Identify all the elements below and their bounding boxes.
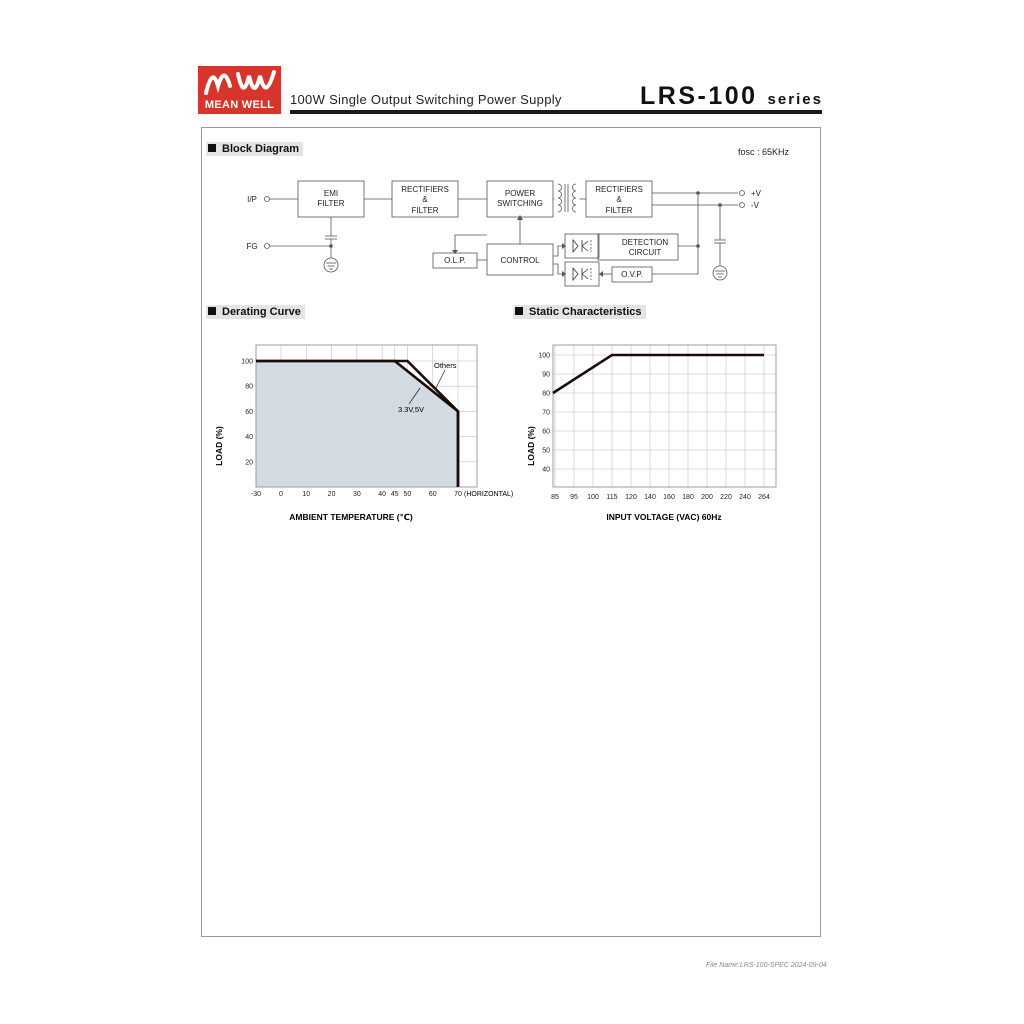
derating-ylabel: LOAD (%): [214, 426, 224, 466]
detect-label-1: DETECTION: [621, 238, 669, 247]
rect2-label-1: RECTIFIERS: [595, 185, 643, 194]
static-xlabel: INPUT VOLTAGE (VAC) 60Hz: [606, 512, 722, 522]
ip-label: I/P: [247, 195, 257, 204]
model-name: LRS-100: [640, 82, 758, 110]
derating-y-tick: 80: [245, 383, 253, 391]
static-x-tick: 120: [625, 494, 637, 501]
static-x-tick: 95: [570, 494, 578, 501]
oscillation-frequency: fosc : 65KHz: [738, 147, 790, 157]
derating-y-tick: 60: [245, 408, 253, 416]
derating-x-tick: 60: [428, 491, 437, 498]
detect-label-2: CIRCUIT: [628, 248, 662, 257]
derating-x-tick: 70: [454, 491, 462, 498]
static-x-tick: 220: [720, 494, 732, 501]
static-x-tick: 115: [606, 494, 618, 501]
rect2-label-3: FILTER: [605, 206, 633, 215]
static-y-tick: 40: [542, 466, 550, 474]
static-y-tick: 100: [538, 352, 550, 360]
pwr-label-2: SWITCHING: [497, 199, 543, 208]
derating-x-tick: -30: [250, 491, 262, 498]
rect1-label-1: RECTIFIERS: [401, 185, 449, 194]
pwr-label-1: POWER: [504, 189, 536, 198]
static-x-tick: 160: [663, 494, 675, 501]
derating-curve-title: Derating Curve: [222, 306, 301, 318]
derating-x-tick: 50: [403, 491, 412, 498]
derating-horizontal-label: (HORIZONTAL): [464, 491, 514, 498]
static-x-tick: 264: [758, 494, 770, 501]
ovp-label: O.V.P.: [621, 270, 643, 279]
brand-name: MEAN WELL: [204, 99, 275, 111]
static-x-tick: 200: [701, 494, 713, 501]
static-y-tick: 50: [542, 447, 550, 455]
vplus-label: +V: [750, 189, 762, 198]
file-name-footer: File Name:LRS-100-SPEC 2024-09-04: [706, 962, 827, 969]
static-ylabel: LOAD (%): [526, 426, 536, 466]
emi-label-1: EMI: [323, 189, 339, 198]
block-diagram-title: Block Diagram: [222, 143, 300, 155]
fg-label: FG: [246, 242, 258, 251]
derating-y-tick: 20: [245, 459, 253, 467]
derating-x-tick: 30: [352, 491, 361, 498]
derating-y-tick: 40: [245, 434, 253, 442]
derating-xlabel: AMBIENT TEMPERATURE (℃): [289, 512, 413, 522]
rect1-label-2: &: [422, 195, 428, 204]
derating-x-tick: 0: [279, 491, 283, 498]
control-label: CONTROL: [500, 256, 540, 265]
derating-y-tick: 100: [241, 358, 253, 366]
product-subtitle: 100W Single Output Switching Power Supply: [290, 92, 562, 107]
derating-label-others: Others: [434, 361, 457, 370]
static-x-tick: 180: [682, 494, 694, 501]
derating-x-tick: 45: [390, 491, 399, 498]
static-x-tick: 240: [739, 494, 751, 501]
vminus-label: -V: [751, 201, 759, 210]
emi-label-2: FILTER: [317, 199, 345, 208]
static-characteristics-title: Static Characteristics: [529, 306, 642, 318]
rect1-label-3: FILTER: [411, 206, 439, 215]
rect2-label-2: &: [616, 195, 622, 204]
static-x-tick: 85: [551, 494, 559, 501]
static-x-tick: 140: [644, 494, 656, 501]
static-y-tick: 80: [542, 390, 550, 398]
static-x-tick: 100: [587, 494, 599, 501]
derating-label-33v5v: 3.3V,5V: [398, 405, 424, 414]
derating-x-tick: 20: [327, 491, 336, 498]
olp-label: O.L.P.: [444, 256, 466, 265]
static-y-tick: 60: [542, 428, 550, 436]
derating-x-tick: 10: [302, 491, 311, 498]
static-y-tick: 90: [542, 371, 550, 379]
series-word: series: [767, 91, 823, 108]
derating-x-tick: 40: [378, 491, 387, 498]
static-plot-frame: [553, 345, 776, 487]
static-y-tick: 70: [542, 409, 550, 417]
